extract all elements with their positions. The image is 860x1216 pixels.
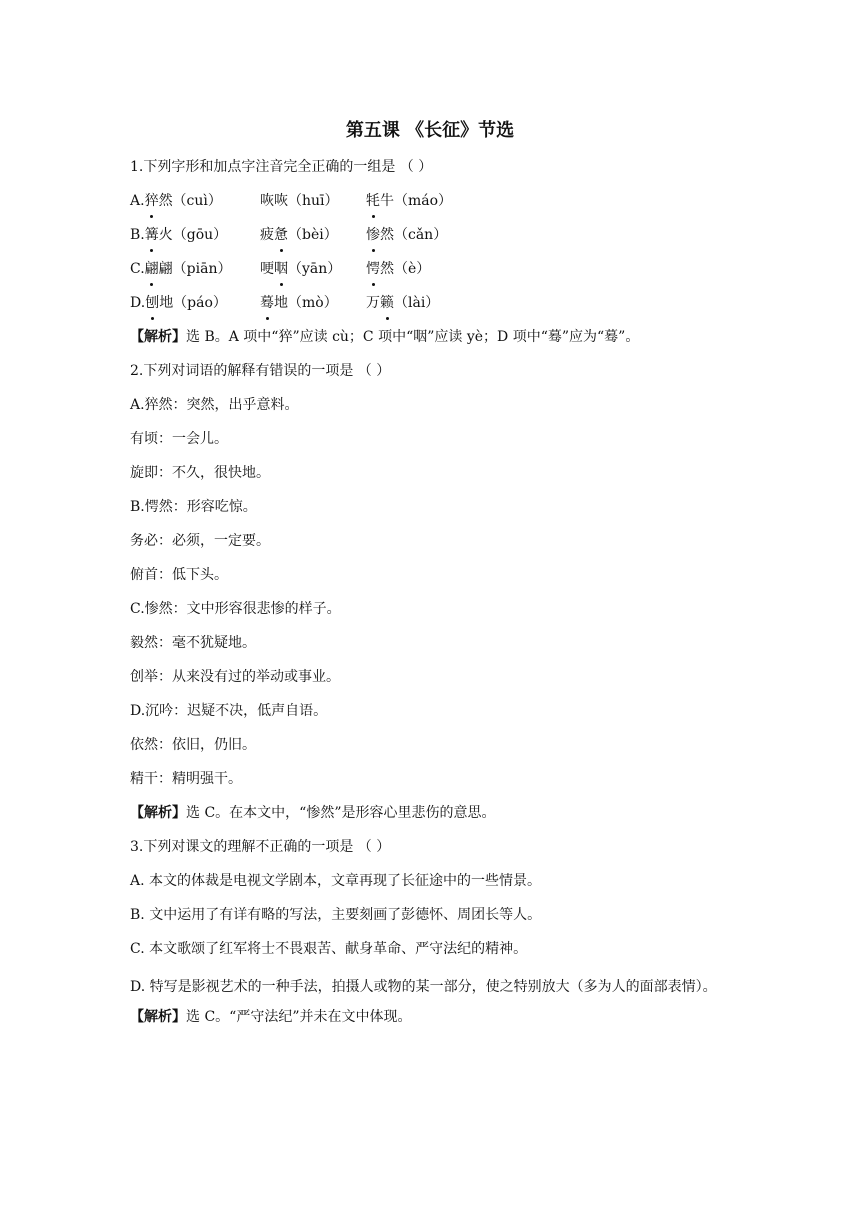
question-1-stem: 1.下列字形和加点字注音完全正确的一组是 （ ） (130, 159, 433, 175)
q2-line: C.惨然：文中形容很悲惨的样子。 (130, 601, 341, 617)
q2-line: 俯首：低下头。 (130, 567, 228, 583)
emphasis-dot: 蓦 (260, 290, 274, 316)
document-body (130, 154, 750, 1038)
emphasis-dot: 牦 (366, 188, 380, 214)
q3-option-a: A. 本文的体裁是电视文学剧本，文章再现了长征途中的一些情景。 (130, 873, 542, 889)
q2-line: A.猝然：突然，出乎意料。 (130, 397, 299, 413)
q3-analysis: 【解析】选 C。“严守法纪”并未在文中体现。 (130, 1009, 412, 1025)
q2-line: 毅然：毫不犹疑地。 (130, 635, 256, 651)
emphasis-dot: 咽 (274, 256, 288, 282)
q2-line: 有顷：一会儿。 (130, 431, 228, 447)
emphasis-dot: 愕 (366, 256, 380, 282)
emphasis-dot: 惫 (274, 222, 288, 248)
emphasis-dot: 猝 (145, 188, 159, 214)
emphasis-dot: 惨 (366, 222, 380, 248)
q2-line: D.沉吟：迟疑不决，低声自语。 (130, 703, 328, 719)
q3-option-d: D. 特写是影视艺术的一种手法，拍摄人或物的某一部分，使之特别放大（多为人的面部表情）。 (130, 979, 717, 995)
q1-option-c: C.翩翩（piān） 哽咽（yān） 愕然（è） (130, 256, 750, 290)
emphasis-dot: 翩 (145, 256, 159, 282)
q1-option-d: D.刨地（páo） 蓦地（mò） 万籁（lài） (130, 290, 750, 324)
q2-line: 创举：从来没有过的举动或事业。 (130, 669, 340, 685)
q2-line: B.愕然：形容吃惊。 (130, 499, 257, 515)
q1-analysis: 【解析】选 B。A 项中“猝”应读 cù；C 项中“咽”应读 yè；D 项中“蓦”应为“蓦”。 (130, 329, 640, 345)
q2-line: 务必：必须，一定要。 (130, 533, 270, 549)
emphasis-dot: 刨 (145, 290, 159, 316)
q1-option-a: A.猝然（cuì） 咴咴（huī） 牦牛（máo） (130, 188, 750, 222)
q2-line: 旋即：不久，很快地。 (130, 465, 270, 481)
q2-line: 依然：依旧，仍旧。 (130, 737, 256, 753)
page-title: 第五课 《长征》节选 (345, 120, 515, 141)
q1-option-b: B.篝火（gōu） 疲惫（bèi） 惨然（cǎn） (130, 222, 750, 256)
q3-option-c: C. 本文歌颂了红军将士不畏艰苦、献身革命、严守法纪的精神。 (130, 941, 528, 957)
emphasis-dot: 篝 (145, 222, 159, 248)
q2-analysis: 【解析】选 C。在本文中，“惨然”是形容心里悲伤的意思。 (130, 805, 496, 821)
q3-option-b: B. 文中运用了有详有略的写法，主要刻画了彭德怀、周团长等人。 (130, 907, 542, 923)
q2-line: 精干：精明强干。 (130, 771, 242, 787)
question-2-stem: 2.下列对词语的解释有错误的一项是 （ ） (130, 363, 391, 379)
question-3-stem: 3.下列对课文的理解不正确的一项是 （ ） (130, 839, 391, 855)
emphasis-dot: 籁 (380, 290, 394, 316)
